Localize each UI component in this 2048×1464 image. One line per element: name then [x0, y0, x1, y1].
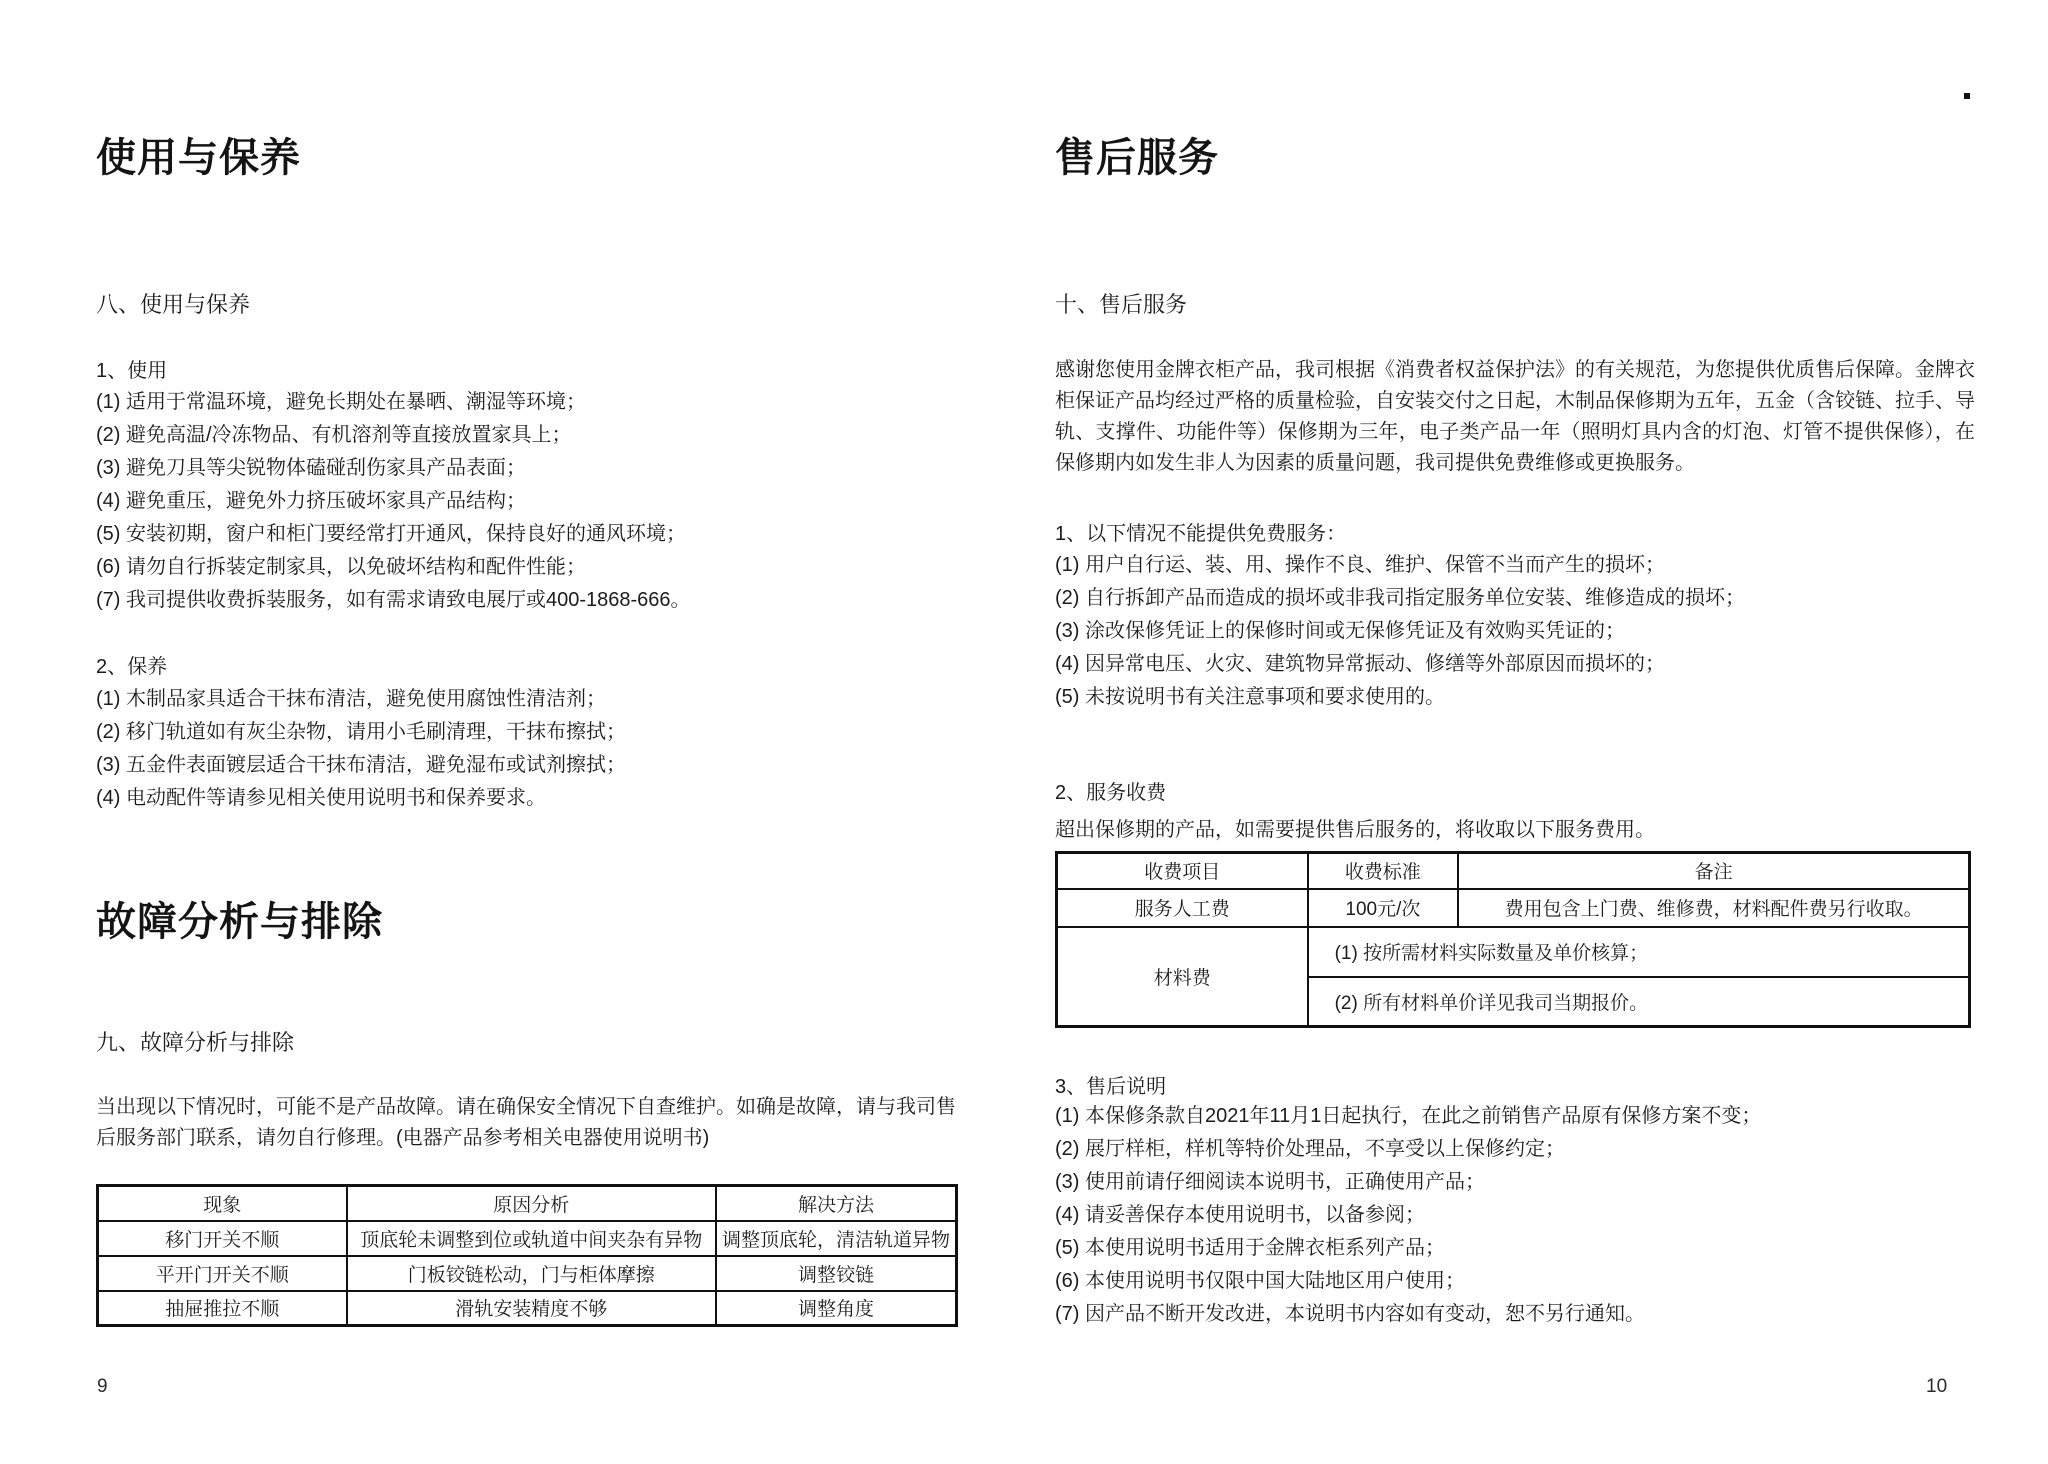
list-item: (3) 涂改保修凭证上的保修时间或无保修凭证及有效购买凭证的； [1055, 620, 1625, 642]
list-item: (5) 本使用说明书适用于金牌衣柜系列产品； [1055, 1237, 1445, 1259]
table-cell: 调整铰链 [716, 1256, 957, 1291]
list-item: (1) 用户自行运、装、用、操作不良、维护、保管不当而产生的损坏； [1055, 554, 1665, 576]
page-number-left: 9 [97, 1376, 108, 1397]
list-item: (2) 展厅样柜，样机等特价处理品，不享受以上保修约定； [1055, 1138, 1565, 1160]
table-row [98, 1256, 957, 1291]
table-row-labor-fee [1057, 889, 1970, 927]
table-cell: 抽屉推拉不顺 [98, 1291, 347, 1326]
page-title-troubleshooting: 故障分析与排除 [96, 900, 383, 944]
list-item: (6) 本使用说明书仅限中国大陆地区用户使用； [1055, 1270, 1465, 1292]
list-item: (3) 避免刀具等尖锐物体磕碰刮伤家具产品表面； [96, 457, 526, 479]
list-item: (5) 未按说明书有关注意事项和要求使用的。 [1055, 686, 1445, 708]
table-cell: 费用包含上门费、维修费，材料配件费另行收取。 [1458, 889, 1969, 927]
service-fee-table [1055, 851, 1971, 1028]
list-item: (4) 避免重压，避免外力挤压破坏家具产品结构； [96, 490, 526, 512]
table-cell: 顶底轮未调整到位或轨道中间夹杂有异物 [347, 1221, 716, 1256]
column-header: 解决方法 [716, 1186, 957, 1221]
section-heading-troubleshooting: 九、故障分析与排除 [96, 1030, 295, 1055]
table-row [98, 1221, 957, 1256]
table-cell: 门板铰链松动，门与柜体摩擦 [347, 1256, 716, 1291]
service-fee-description: 超出保修期的产品，如需要提供售后服务的，将收取以下服务费用。 [1055, 819, 1655, 841]
list-item: (1) 木制品家具适合干抹布清洁，避免使用腐蚀性清洁剂； [96, 688, 606, 710]
column-header: 收费项目 [1057, 853, 1308, 889]
column-header: 备注 [1458, 853, 1969, 889]
table-cell: 服务人工费 [1057, 889, 1308, 927]
section-heading-after-sales: 十、售后服务 [1055, 292, 1188, 317]
table-cell: (2) 所有材料单价详见我司当期报价。 [1308, 977, 1970, 1027]
manual-page-left [96, 0, 966, 1464]
table-row [98, 1291, 957, 1326]
column-header: 现象 [98, 1186, 347, 1221]
list-item: (4) 请妥善保存本使用说明书，以备参阅； [1055, 1204, 1425, 1226]
section-heading-use-and-care: 八、使用与保养 [96, 292, 251, 317]
page-number-right: 10 [1926, 1376, 1948, 1397]
care-sublabel: 2、保养 [96, 656, 168, 678]
table-cell-material-label: 材料费 [1057, 927, 1308, 1027]
list-item: (2) 自行拆卸产品而造成的损坏或非我司指定服务单位安装、维修造成的损坏； [1055, 587, 1745, 609]
after-sales-intro: 感谢您使用金牌衣柜产品，我司根据《消费者权益保护法》的有关规范，为您提供优质售后保障。金牌衣柜保证产品均经过严格的质量检验，自安装交付之日起，木制品保修期为五年，五金（含铰链、拉手、导轨、支撑件、功能件等）保修期为三年，电子类产品一年（照明灯具内含的灯泡、灯管不提供保修），在保修期内如发生非人为因素的质量问题，我司提供免费维修或更换服务。 [1055, 359, 1975, 474]
no-free-service-list [1055, 549, 1745, 714]
use-instructions-list [96, 386, 691, 617]
table-row-material-fee [1057, 927, 1970, 977]
column-header: 收费标准 [1308, 853, 1459, 889]
no-free-service-sublabel: 1、以下情况不能提供免费服务： [1055, 523, 1347, 545]
table-cell: (1) 按所需材料实际数量及单价核算； [1308, 927, 1970, 977]
after-sales-notes-sublabel: 3、售后说明 [1055, 1076, 1167, 1098]
use-sublabel: 1、使用 [96, 360, 168, 382]
list-item: (5) 安装初期，窗户和柜门要经常打开通风，保持良好的通风环境； [96, 523, 686, 545]
column-header: 原因分析 [347, 1186, 716, 1221]
page-title-after-sales: 售后服务 [1055, 136, 1219, 180]
table-cell: 100元/次 [1308, 889, 1459, 927]
list-item: (2) 移门轨道如有灰尘杂物，请用小毛刷清理，干抹布擦拭； [96, 721, 626, 743]
troubleshooting-intro: 当出现以下情况时，可能不是产品故障。请在确保安全情况下自查维护。如确是故障，请与我司售后服务部门联系，请勿自行修理。(电器产品参考相关电器使用说明书) [96, 1096, 956, 1149]
troubleshooting-table [96, 1184, 958, 1327]
table-cell: 平开门开关不顺 [98, 1256, 347, 1291]
list-item: (2) 避免高温/冷冻物品、有机溶剂等直接放置家具上； [96, 424, 572, 446]
list-item: (3) 使用前请仔细阅读本说明书，正确使用产品； [1055, 1171, 1485, 1193]
table-header-row [1057, 853, 1970, 889]
manual-page-right [1055, 0, 1977, 1464]
scan-speck-decoration [1964, 93, 1970, 99]
list-item: (1) 本保修条款自2021年11月1日起执行，在此之前销售产品原有保修方案不变； [1055, 1105, 1762, 1127]
table-header-row [98, 1186, 957, 1221]
table-cell: 移门开关不顺 [98, 1221, 347, 1256]
list-item: (7) 因产品不断开发改进，本说明书内容如有变动，恕不另行通知。 [1055, 1303, 1645, 1325]
list-item: (3) 五金件表面镀层适合干抹布清洁，避免湿布或试剂擦拭； [96, 754, 626, 776]
table-cell: 调整顶底轮，清洁轨道异物 [716, 1221, 957, 1256]
table-cell: 调整角度 [716, 1291, 957, 1326]
list-item: (4) 因异常电压、火灾、建筑物异常振动、修缮等外部原因而损坏的； [1055, 653, 1665, 675]
care-instructions-list [96, 683, 626, 815]
list-item: (7) 我司提供收费拆装服务，如有需求请致电展厅或400-1868-666。 [96, 589, 691, 611]
list-item: (1) 适用于常温环境，避免长期处在暴晒、潮湿等环境； [96, 391, 586, 413]
table-cell: 滑轨安装精度不够 [347, 1291, 716, 1326]
page-title-use-and-care: 使用与保养 [96, 136, 301, 180]
list-item: (6) 请勿自行拆装定制家具，以免破坏结构和配件性能； [96, 556, 586, 578]
service-fee-sublabel: 2、服务收费 [1055, 782, 1167, 804]
after-sales-notes-list [1055, 1100, 1761, 1331]
list-item: (4) 电动配件等请参见相关使用说明书和保养要求。 [96, 787, 546, 809]
